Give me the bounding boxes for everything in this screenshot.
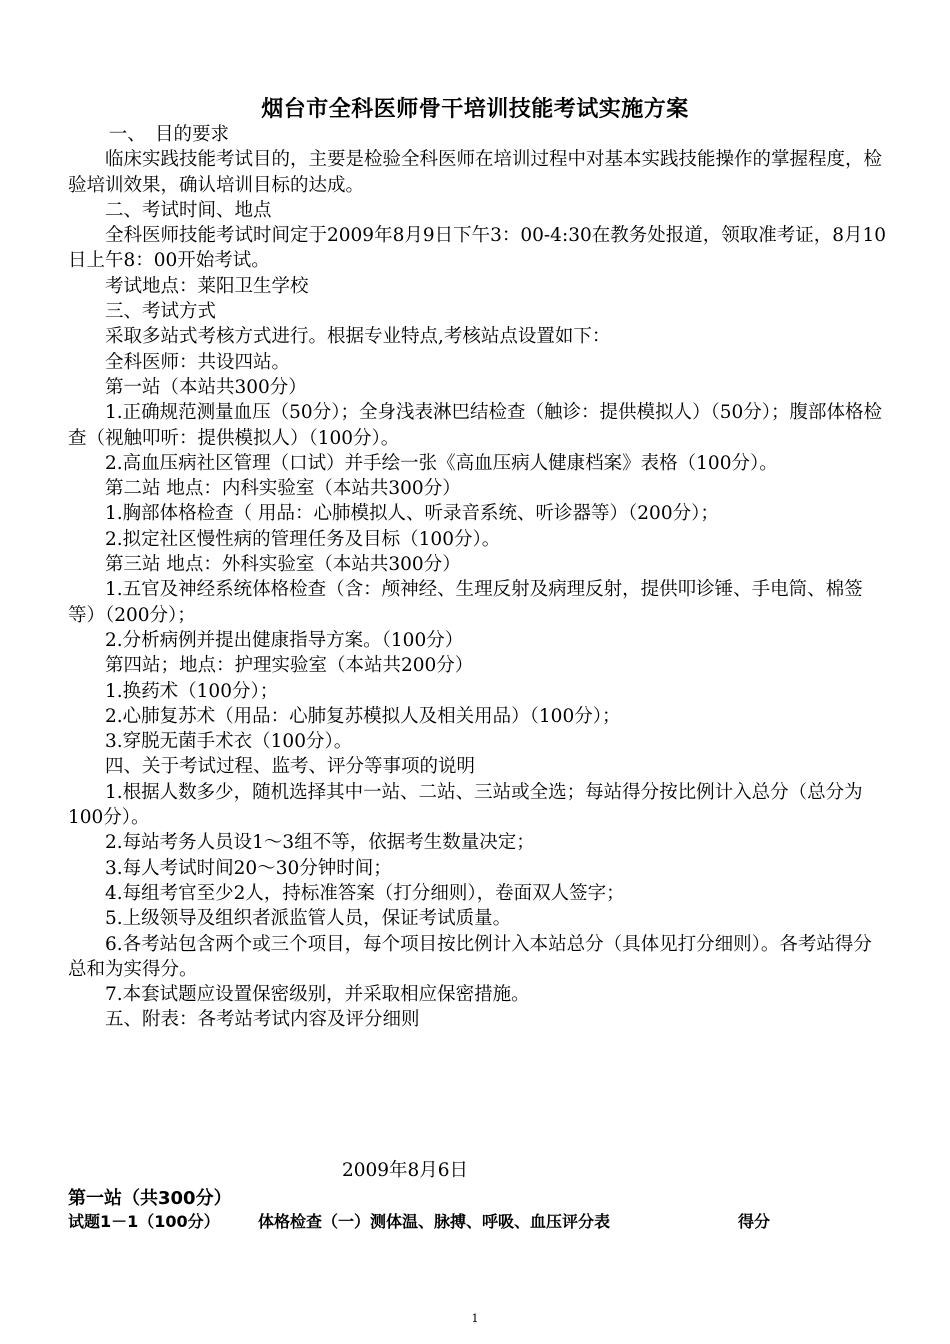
station-1-heading: 第一站（本站共300分） — [105, 376, 307, 398]
document-date: 2009年8月6日 — [341, 1160, 469, 1181]
station-2-heading: 第二站 地点：内科实验室（本站共300分） — [105, 478, 461, 500]
table-heading — [68, 1209, 770, 1232]
list-item: 2.心肺复苏术（用品：心肺复苏模拟人及相关用品）（100分）； — [105, 705, 621, 727]
station-heading: 第一站（共300分） — [68, 1188, 232, 1209]
list-item: 7.本套试题应设置保密级别，并采取相应保密措施。 — [105, 984, 530, 1006]
page-number: 1 — [471, 1312, 479, 1325]
table-heading-name: 体格检查（一）测体温、脉搏、呼吸、血压评分表 — [258, 1212, 611, 1231]
list-item: 1.正确规范测量血压（50分）；全身浅表淋巴结检查（触诊：提供模拟人）（50分）；腹部体格检查（视触叩听：提供模拟人）（100分）。 — [68, 402, 882, 449]
list-item: 4.每组考官至少2人，持标准答案（打分细则），卷面双人签字； — [105, 882, 625, 904]
paragraph: 全科医师：共设四站。 — [105, 351, 291, 373]
section-heading-process: 四、关于考试过程、监考、评分等事项的说明 — [105, 756, 476, 778]
document-title: 烟台市全科医师骨干培训技能考试实施方案 — [261, 97, 689, 122]
list-item: 5.上级领导及组织者派监管人员，保证考试质量。 — [105, 908, 512, 930]
paragraph: 临床实践技能考试目的，主要是检验全科医师在培训过程中对基本实践技能操作的掌握程度，检验培训效果，确认培训目标的达成。 — [68, 149, 883, 196]
list-item: 3.每人考试时间20～30分钟时间； — [105, 857, 392, 879]
section-heading-appendix: 五、附表：各考站考试内容及评分细则 — [105, 1009, 420, 1031]
list-item: 2.高血压病社区管理（口试）并手绘一张《高血压病人健康档案》表格（100分）。 — [105, 452, 778, 474]
list-item: 1.胸部体格检查（ 用品：心肺模拟人、听录音系统、听诊器等）（200分）； — [105, 503, 719, 525]
station-3-heading: 第三站 地点：外科实验室（本站共300分） — [105, 554, 461, 576]
paragraph: 采取多站式考核方式进行。根据专业特点,考核站点设置如下： — [105, 326, 611, 348]
document-body — [68, 122, 888, 1033]
list-item: 1.换药术（100分）； — [105, 680, 279, 702]
section-heading-objectives: 一、 目的要求 — [108, 124, 229, 145]
section-heading-method: 三、考试方式 — [105, 301, 217, 323]
table-heading-score-label: 得分 — [738, 1212, 771, 1231]
table-heading-code: 试题1－1（100分） — [68, 1212, 220, 1231]
list-item: 3.穿脱无菌手术衣（100分）。 — [105, 731, 353, 753]
paragraph: 全科医师技能考试时间定于2009年8月9日下午3：00-4:30在教务处报道，领取准考证，8月10日上午8：00开始考试。 — [68, 225, 887, 272]
section-heading-time-place: 二、考试时间、地点 — [105, 199, 272, 221]
list-item: 2.每站考务人员设1～3组不等，依据考生数量决定； — [105, 832, 535, 854]
station-4-heading: 第四站；地点：护理实验室（本站共200分） — [105, 655, 474, 677]
list-item: 6.各考站包含两个或三个项目，每个项目按比例计入本站总分（具体见打分细则）。各考站得分总和为实得分。 — [68, 933, 872, 980]
list-item: 1.根据人数多少，随机选择其中一站、二站、三站或全选；每站得分按比例计入总分（总分为100分）。 — [68, 781, 863, 829]
list-item: 2.分析病例并提出健康指导方案。（100分） — [105, 629, 464, 651]
list-item: 2.拟定社区慢性病的管理任务及目标（100分）。 — [105, 528, 501, 550]
list-item: 1.五官及神经系统体格检查（含：颅神经、生理反射及病理反射，提供叩诊锤、手电筒、棉签等）（200分）； — [68, 579, 863, 626]
paragraph: 考试地点：莱阳卫生学校 — [105, 275, 309, 297]
